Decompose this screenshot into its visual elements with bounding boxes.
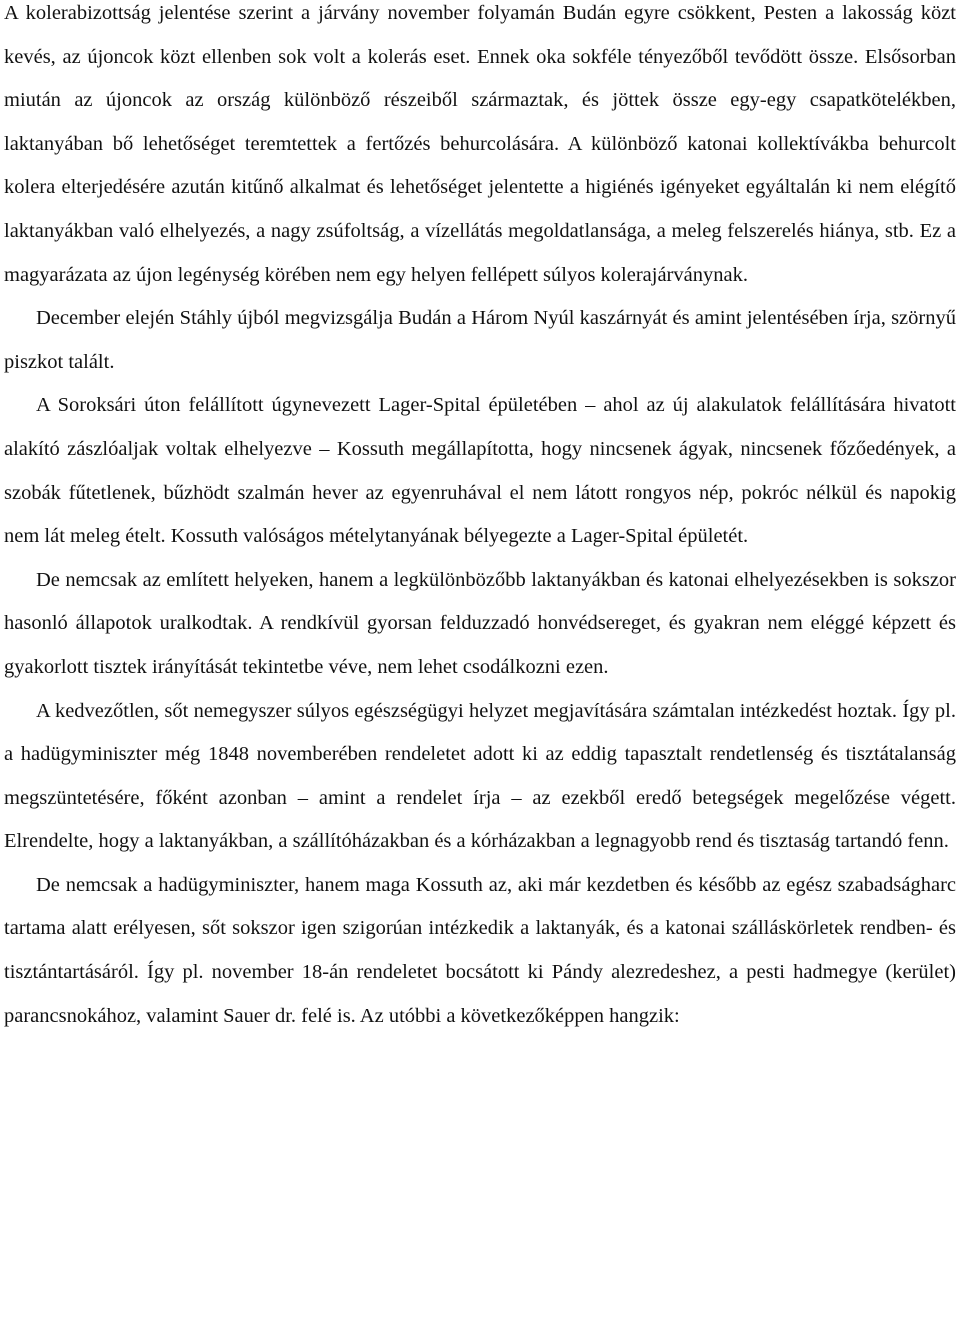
paragraph-lager-spital: A Soroksári úton felállított úgynevezett Lager-Spital épületében – ahol az új alakulatok felállítására hivatott alakító zászlóaljak voltak elhelyezve – Kossuth megállapította, hogy nincsenek ágyak, nincsenek főzőedények, a szobák fűtetlenek, bűzhödt szalmán hever az egyenruhával el nem látott rongyos nép, pokróc nélkül és napokig nem lát meleg ételt. Kossuth valóságos mételytanyának bélyegezte a Lager-Spital épületét. [4,394,956,548]
paragraph-stahly-inspection: December elején Stáhly újból megvizsgálja Budán a Három Nyúl kaszárnyát és amint jelentésében írja, szörnyű piszkot talált. [4,307,956,373]
paragraph-barracks-conditions: De nemcsak az említett helyeken, hanem a legkülönbözőbb laktanyákban és katonai elhelyezésekben is sokszor hasonló állapotok uralkodtak. A rendkívül gyorsan felduzzadó honvédsereget, és gyakran nem eléggé képzett és gyakorlott tisztek irányítását tekintetbe véve, nem lehet csodálkozni ezen. [4,568,956,678]
paragraph-kossuth-orders: De nemcsak a hadügyminiszter, hanem maga Kossuth az, aki már kezdetben és később az egész szabadságharc tartama alatt erélyesen, sőt sokszor igen szigorúan intézkedik a laktanyák, és a katonai szálláskörletek rendben- és tisztántartásáról. Így pl. november 18-án rendeletet bocsátott ki Pándy alezredeshez, a pesti hadmegye (kerület) parancsnokához, valamint Sauer dr. felé is. Az utóbbi a következőképpen hangzik: [4,873,956,1027]
paragraph-measures: A kedvezőtlen, sőt nemegyszer súlyos egészségügyi helyzet megjavítására számtalan intézkedést hoztak. Így pl. a hadügyminiszter még 1848 novemberében rendeletet adott ki az eddig tapasztalt rendetlenség és tisztátalanság megszüntetésére, főként azonban – amint a rendelet írja – az ezekből eredő betegségek megelőzése végett. Elrendelte, hogy a laktanyákban, a szállítóházakban és a kórházakban a legnagyobb rend és tisztaság tartandó fenn. [4,699,956,853]
paragraph-cholera-report: A kolerabizottság jelentése szerint a járvány november folyamán Budán egyre csökkent, Pesten a lakosság közt kevés, az újoncok közt ellenben sok volt a kolerás eset. Ennek oka sokféle tényezőből tevődött össze. Elsősorban miután az újoncok az ország különböző részeiből származtak, és jöttek össze egy-egy csapatkötelékben, laktanyában bő lehetőséget teremtettek a fertőzés behurcolására. A különböző katonai kollektívákba behurcolt kolera elterjedésére azután kitűnő alkalmat és lehetőséget jelentette a higiénés igényeket egyáltalán ki nem elégítő laktanyákban való elhelyezés, a nagy zsúfoltság, a vízellátás megoldatlansága, a meleg felszerelés hiánya, stb. Ez a magyarázata az újon legénység körében nem egy helyen fellépett súlyos kolerajárványnak. [4,2,956,286]
